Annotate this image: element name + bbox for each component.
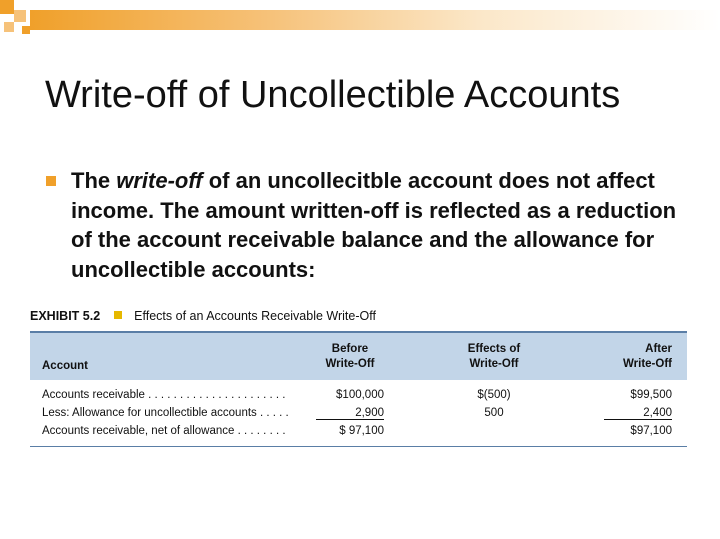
row-label: Less: Allowance for uncollectible accounts . . . . . [42,407,289,419]
bullet-text-start: The [71,168,117,193]
bullet-text-rest: of an uncollecitble account does not affect income. The amount written-off is reflected as a reduction of the account receivable balance and the allowance for uncollectible accounts: [71,168,677,282]
col-header-after [600,342,672,372]
col-header-after-line2: Write-Off [623,358,672,370]
row-before: 2,900 [316,407,384,420]
row-after: $99,500 [630,389,672,401]
table-row [30,407,687,425]
decor-square [22,26,30,34]
row-after: 2,400 [604,407,672,420]
row-before: $100,000 [336,389,384,401]
bullet-text-emphasis: write-off [116,168,203,193]
col-header-before-line1: Before [331,343,369,355]
col-header-effects-line1: Effects of [467,343,521,355]
header-decoration [0,0,720,36]
exhibit-caption: Effects of an Accounts Receivable Write-Off [134,309,376,323]
table-header [30,331,687,380]
col-header-effects-line2: Write-Off [469,358,519,370]
row-label: Accounts receivable . . . . . . . . . . . . . . . . . . . . . . [42,389,286,401]
row-effects: $(500) [477,389,511,401]
slide-title: Write-off of Uncollectible Accounts [45,74,621,116]
table-row [30,389,687,407]
row-before: $ 97,100 [339,425,384,437]
decor-square [4,22,14,32]
decor-square [14,10,26,22]
exhibit-table [30,331,687,447]
exhibit-heading [30,309,376,325]
col-header-before [314,342,386,372]
col-header-before-line2: Write-Off [325,358,375,370]
bullet-square-icon [46,176,56,186]
col-header-account: Account [42,360,88,372]
row-after: $97,100 [630,425,672,437]
table-body [30,380,687,447]
exhibit-number: EXHIBIT 5.2 [30,309,101,323]
col-header-after-line1: After [645,343,672,355]
row-label: Accounts receivable, net of allowance . . . . . . . . [42,425,286,437]
exhibit-square-icon [114,311,122,319]
bullet-text [71,166,696,284]
table-row [30,425,687,443]
row-effects: 500 [484,407,504,419]
decor-gradient-bar [30,10,720,30]
col-header-effects [458,342,530,372]
decor-square [0,0,14,14]
